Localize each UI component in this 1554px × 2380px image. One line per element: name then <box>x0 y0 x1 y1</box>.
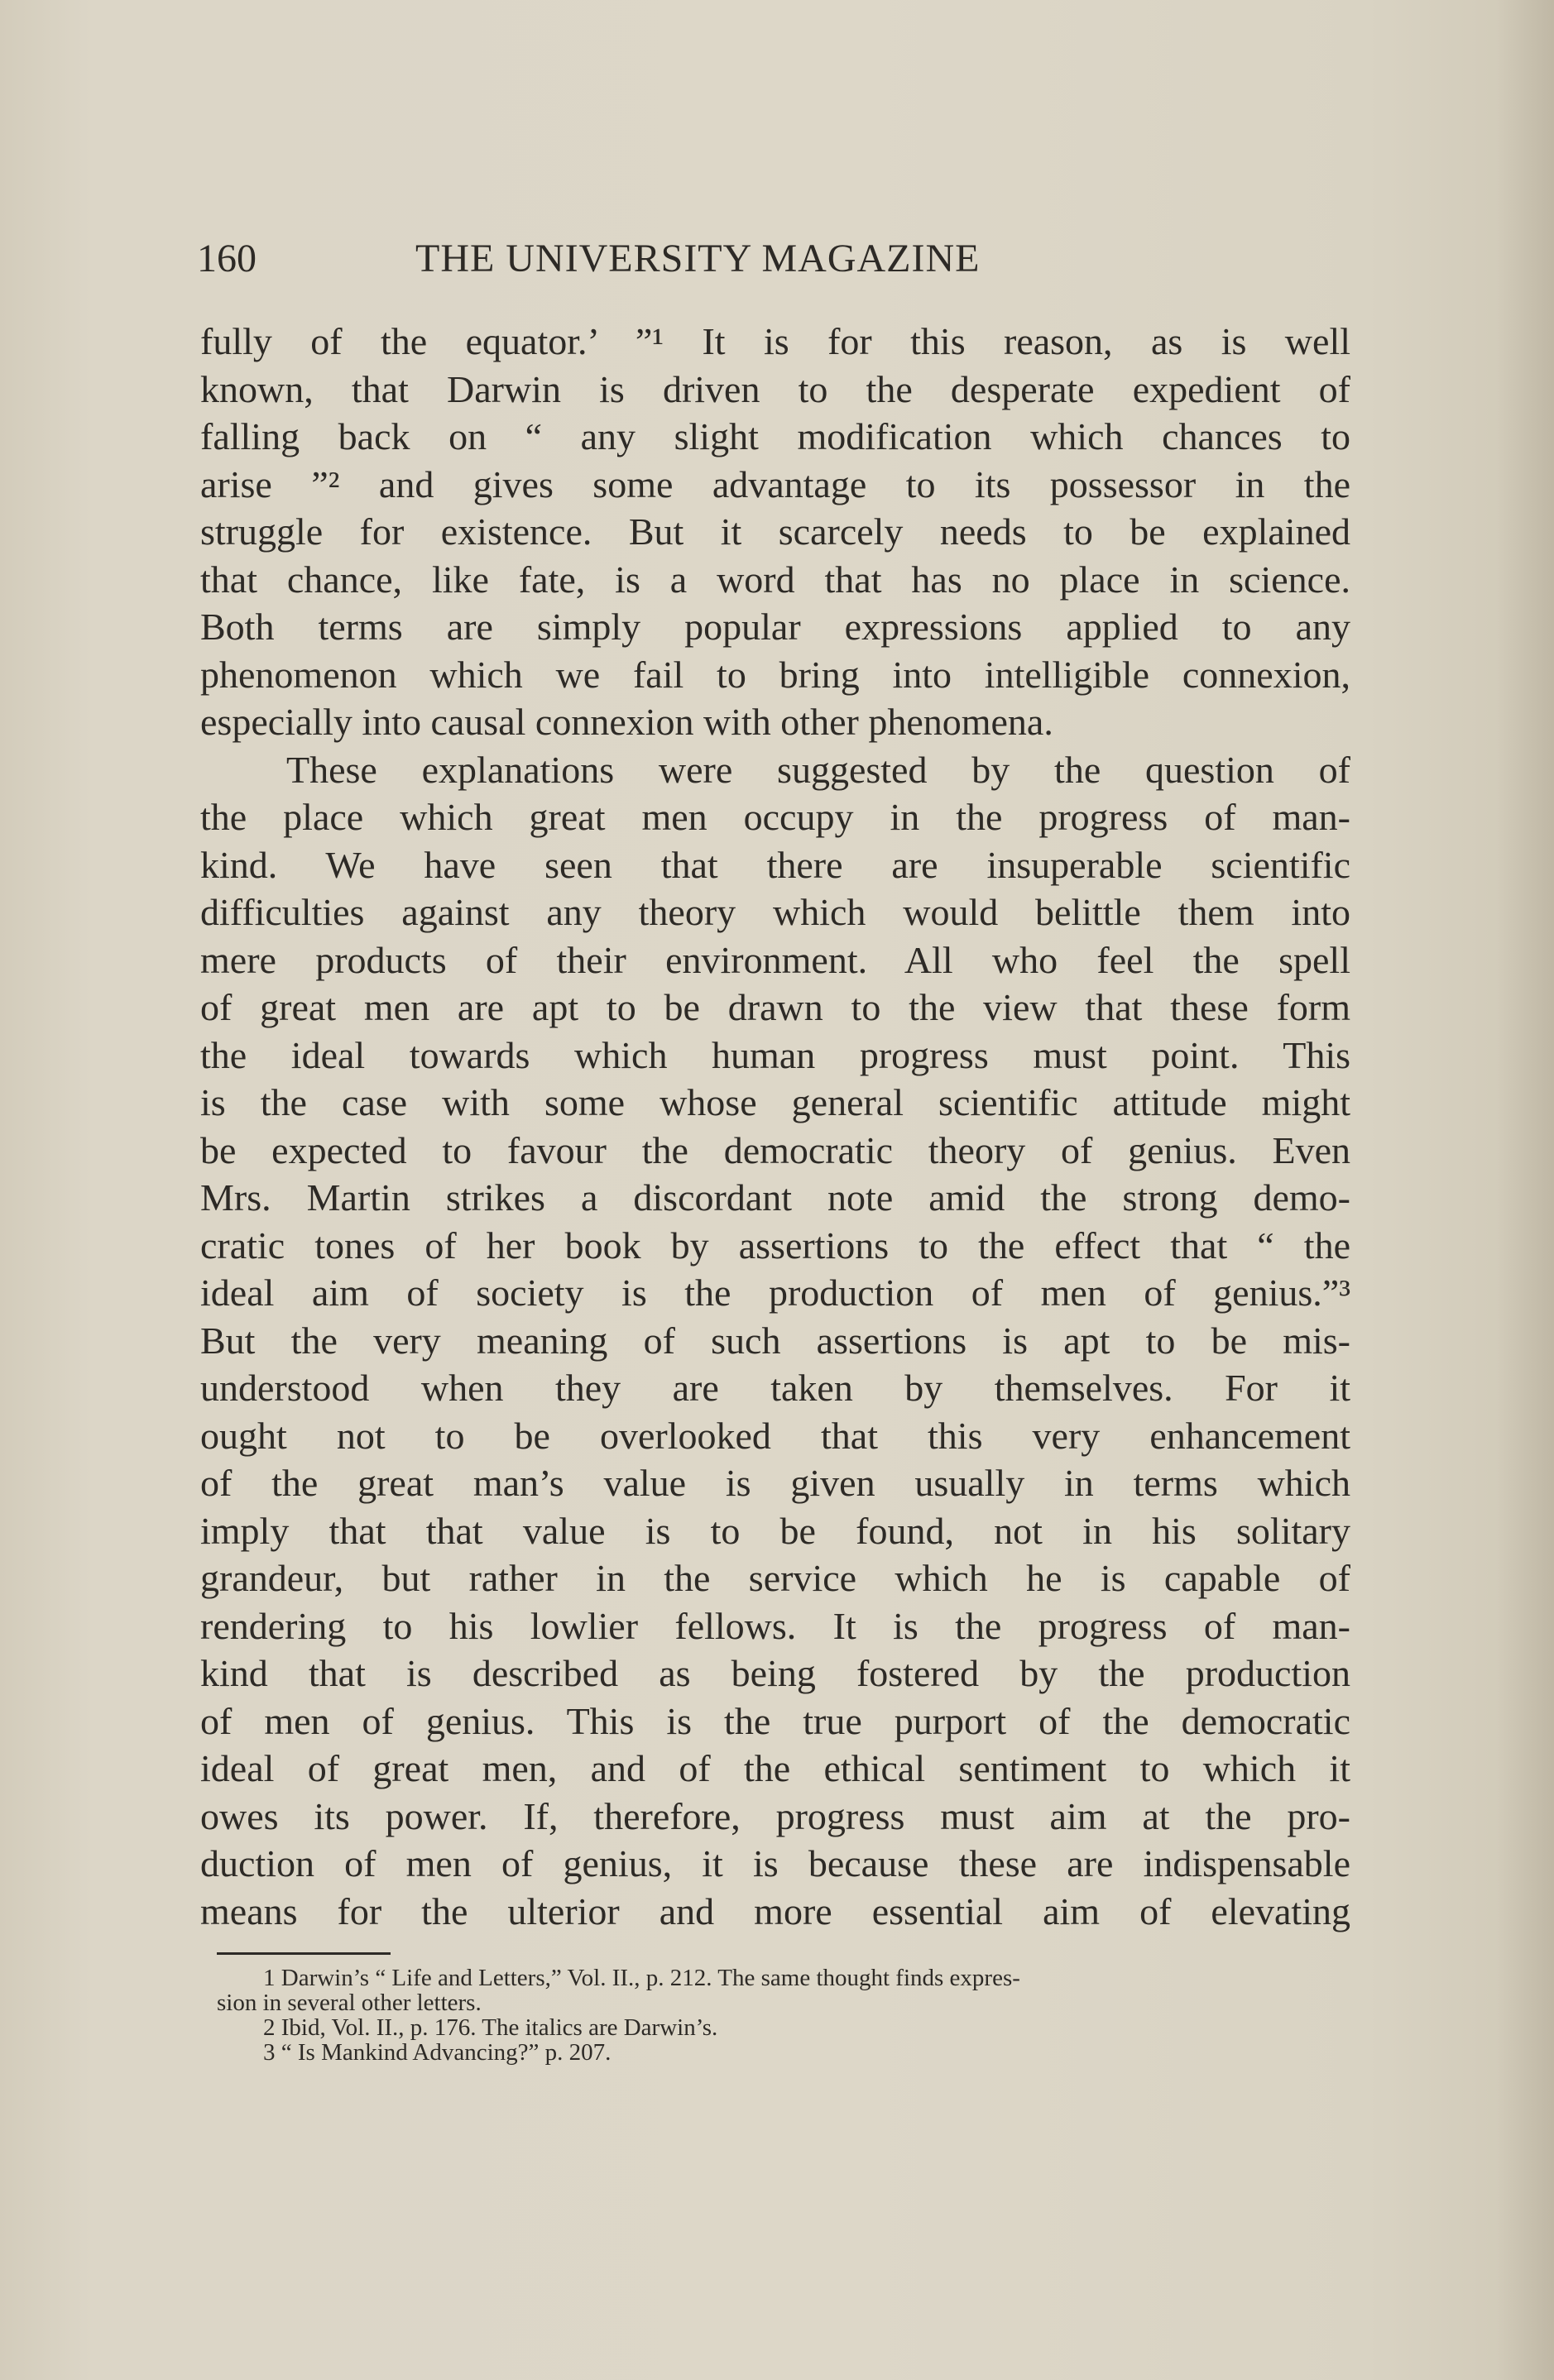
text-line: of great men are apt to be drawn to the view that these form <box>200 986 1350 1028</box>
text-line: Both terms are simply popular expressions applied to any <box>200 606 1350 648</box>
text-line: phenomenon which we fail to bring into intelligible connexion, <box>200 653 1350 696</box>
text-line: is the case with some whose general scientific attitude might <box>200 1081 1350 1123</box>
text-line: These explanations were suggested by the question of <box>286 748 1350 791</box>
text-line: mere products of their environment. All who feel the spell <box>200 938 1350 981</box>
text-line: known, that Darwin is driven to the desperate expedient of <box>200 367 1350 410</box>
text-line: the place which great men occupy in the progress of man- <box>200 796 1350 838</box>
text-line: imply that that value is to be found, not in his solitary <box>200 1509 1350 1552</box>
text-line: falling back on “ any slight modification which chances to <box>200 415 1350 457</box>
footnote-2: 2 Ibid, Vol. II., p. 176. The italics are Darwin’s. <box>263 2014 718 2041</box>
text-line: But the very meaning of such assertions is apt to be mis- <box>200 1319 1350 1362</box>
footnote-3: 3 “ Is Mankind Advancing?” p. 207. <box>263 2039 612 2066</box>
text-line: ideal aim of society is the production of men of genius.”³ <box>200 1271 1350 1314</box>
page-edge-shadow <box>1496 0 1554 2380</box>
footnote-divider <box>217 1952 391 1955</box>
text-line: that chance, like fate, is a word that has no place in science. <box>200 558 1350 601</box>
text-line: owes its power. If, therefore, progress must aim at the pro- <box>200 1794 1350 1837</box>
text-line: kind. We have seen that there are insuperable scientific <box>200 843 1350 886</box>
text-line: struggle for existence. But it scarcely needs to be explained <box>200 510 1350 553</box>
text-line: difficulties against any theory which would belittle them into <box>200 891 1350 933</box>
text-line: cratic tones of her book by assertions to the effect that “ the <box>200 1224 1350 1267</box>
text-line: of men of genius. This is the true purport of the democratic <box>200 1699 1350 1742</box>
text-line: Mrs. Martin strikes a discordant note amid the strong demo- <box>200 1176 1350 1219</box>
text-line: ideal of great men, and of the ethical sentiment to which it <box>200 1747 1350 1789</box>
text-line: arise ”² and gives some advantage to its possessor in the <box>200 462 1350 505</box>
text-line: of the great man’s value is given usually in terms which <box>200 1462 1350 1504</box>
page-header <box>197 230 1355 288</box>
page-number: 160 <box>197 237 257 280</box>
text-line: especially into causal connexion with other phenomena. <box>200 701 1053 743</box>
text-line: the ideal towards which human progress must point. This <box>200 1033 1350 1076</box>
text-line: duction of men of genius, it is because these are indispensable <box>200 1842 1350 1884</box>
footnotes <box>217 1966 1350 2065</box>
text-line: grandeur, but rather in the service which he is capable of <box>200 1557 1350 1599</box>
text-line: kind that is described as being fostered by the production <box>200 1652 1350 1694</box>
text-line: be expected to favour the democratic theory of genius. Even <box>200 1128 1350 1171</box>
body-text <box>200 318 1350 1935</box>
footnote-1: 1 Darwin’s “ Life and Letters,” Vol. II., p. 212. The same thought finds expres- <box>263 1965 1020 1991</box>
footnote-1-continued: sion in several other letters. <box>217 1990 482 2016</box>
text-line: ought not to be overlooked that this very enhancement <box>200 1414 1350 1457</box>
text-line: fully of the equator.’ ”¹ It is for this reason, as is well <box>200 320 1350 362</box>
text-line: rendering to his lowlier fellows. It is the progress of man- <box>200 1604 1350 1647</box>
text-line: understood when they are taken by themselves. For it <box>200 1367 1350 1409</box>
running-head: THE UNIVERSITY MAGAZINE <box>415 237 981 280</box>
text-line: means for the ulterior and more essential aim of elevating <box>200 1889 1350 1932</box>
